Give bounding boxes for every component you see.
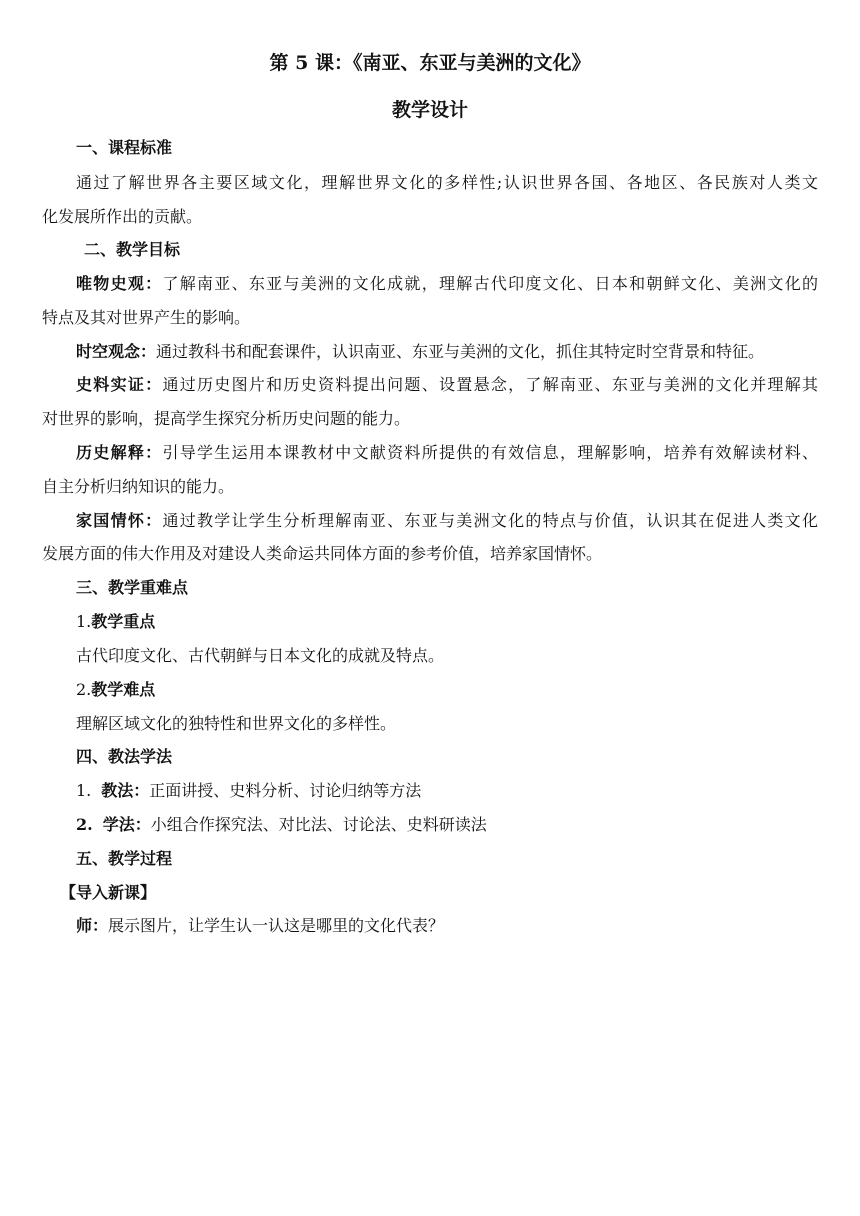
teaching-method-number: 1. xyxy=(76,781,92,800)
goal-patriotism-line1 xyxy=(76,510,818,532)
goal-evidence-line2: 对世界的影响，提高学生探究分析历史问题的能力。 xyxy=(42,409,411,428)
curriculum-standard-text-line2: 化发展所作出的贡献。 xyxy=(42,207,203,226)
teaching-method-text: 正面讲授、史料分析、讨论归纳等方法 xyxy=(149,781,422,800)
section-heading-key-difficulties: 三、教学重难点 xyxy=(76,578,189,597)
teaching-method-label: 教法： xyxy=(101,781,150,800)
curriculum-standard-text-line1: 通过了解世界各主要区域文化，理解世界文化的多样性;认识世界各国、各地区、各民族对人类文 xyxy=(76,173,818,192)
key-point-text: 古代印度文化、古代朝鲜与日本文化的成就及特点。 xyxy=(76,646,445,665)
goal-spacetime-line1 xyxy=(76,341,764,363)
goal-text: 通过历史图片和历史资料提出问题、设置悬念，了解南亚、东亚与美洲的文化并理解其 xyxy=(162,375,818,394)
goal-text: 通过教科书和配套课件，认识南亚、东亚与美洲的文化，抓住其特定时空背景和特征。 xyxy=(156,342,765,361)
section-heading-teaching-goals: 二、教学目标 xyxy=(84,240,181,259)
key-point-heading xyxy=(76,611,155,633)
goal-patriotism-line2: 发展方面的伟大作用及对建设人类命运共同体方面的参考价值，培养家国情怀。 xyxy=(42,544,603,563)
teacher-text: 展示图片，让学生认一认这是哪里的文化代表？ xyxy=(108,916,445,935)
teaching-method-line xyxy=(76,780,421,802)
goal-label: 家国情怀： xyxy=(76,511,163,530)
intro-new-lesson-label: 【导入新课】 xyxy=(60,883,157,902)
section-heading-teaching-process: 五、教学过程 xyxy=(76,849,173,868)
difficulty-label: 教学难点 xyxy=(91,680,156,699)
goal-materialism-line2: 特点及其对世界产生的影响。 xyxy=(42,308,251,327)
learning-method-line xyxy=(76,814,487,836)
section-heading-curriculum-standard: 一、课程标准 xyxy=(76,138,173,157)
learning-method-text: 小组合作探究法、对比法、讨论法、史料研读法 xyxy=(150,815,487,834)
goal-interpretation-line1 xyxy=(76,442,818,464)
difficulty-number: 2. xyxy=(76,680,92,699)
goal-label: 历史解释： xyxy=(76,443,163,462)
key-point-number: 1. xyxy=(76,612,92,631)
learning-method-number: 2. xyxy=(76,815,93,834)
goal-materialism-line1 xyxy=(76,273,818,295)
document-subtitle: 教学设计 xyxy=(391,99,468,121)
goal-text: 了解南亚、东亚与美洲的文化成就，理解古代印度文化、日本和朝鲜文化、美洲文化的 xyxy=(162,274,818,293)
goal-label: 时空观念： xyxy=(76,342,157,361)
teacher-instruction xyxy=(76,915,444,937)
goal-label: 唯物史观： xyxy=(76,274,163,293)
teacher-label: 师： xyxy=(76,916,109,935)
document-title: 第 5 课：《南亚、东亚与美洲的文化》 xyxy=(269,52,591,74)
section-heading-methods: 四、教法学法 xyxy=(76,747,173,766)
key-point-label: 教学重点 xyxy=(91,612,156,631)
goal-text: 引导学生运用本课教材中文献资料所提供的有效信息，理解影响，培养有效解读材料、 xyxy=(162,443,818,462)
goal-text: 通过教学让学生分析理解南亚、东亚与美洲文化的特点与价值，认识其在促进人类文化 xyxy=(162,511,818,530)
goal-evidence-line1 xyxy=(76,374,818,396)
difficulty-heading xyxy=(76,679,155,701)
learning-method-label: 学法： xyxy=(102,815,151,834)
goal-interpretation-line2: 自主分析归纳知识的能力。 xyxy=(42,477,235,496)
goal-label: 史料实证： xyxy=(76,375,163,394)
difficulty-text: 理解区域文化的独特性和世界文化的多样性。 xyxy=(76,714,397,733)
